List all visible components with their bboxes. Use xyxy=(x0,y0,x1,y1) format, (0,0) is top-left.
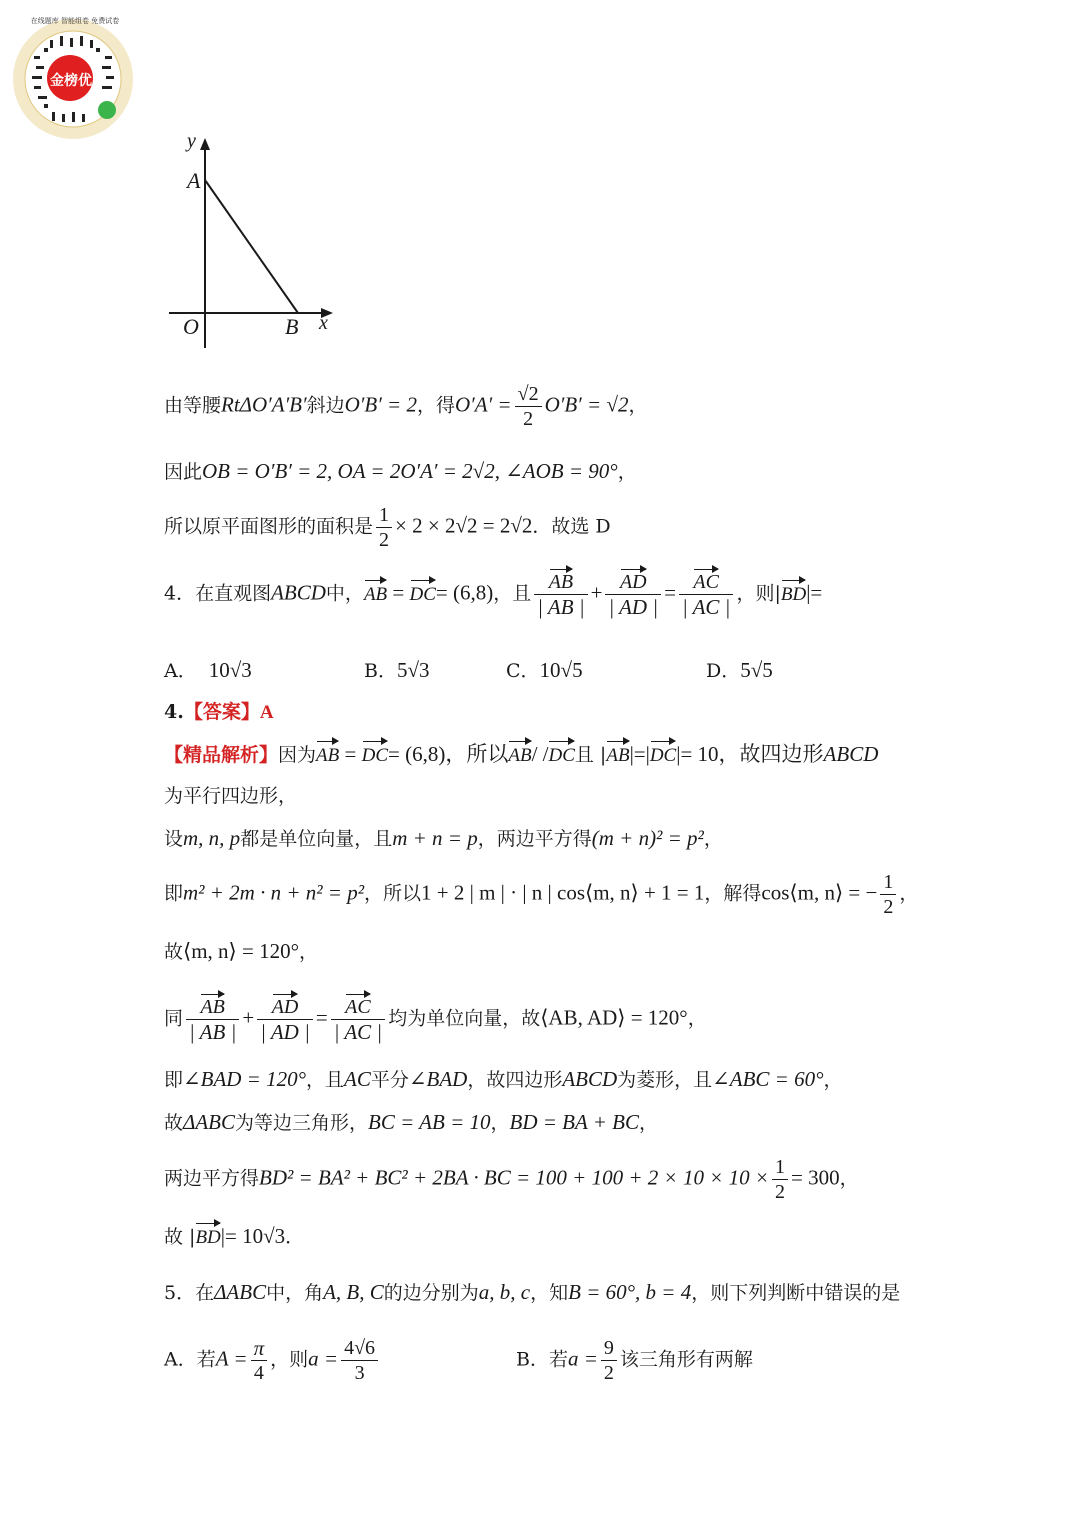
q5-option-b[interactable]: B．若a = $\frac{9}{2}$ 该三角形有两解 xyxy=(516,1337,753,1384)
origin-label: O xyxy=(183,314,199,339)
q4-option-b[interactable]: B．5√3 xyxy=(364,658,430,682)
solution3-line1: 由等腰RtΔO′A′B′斜边O′B′ = 2，得O′A′ = $\frac{√2}{2}$ O′B′ = √2， xyxy=(164,383,648,430)
solution3-line3: 所以原平面图形的面积是 $\frac{1}{2}$ × 2 × 2√2 = 2√2．故选 D xyxy=(164,504,611,551)
analysis4-line9: 两边平方得BD² = BA² + BC² + 2BA · BC = 100 + 100 + 2 × 10 × 10 × $\frac{1}{2}$ = 300， xyxy=(164,1156,859,1203)
segment-ab xyxy=(205,180,298,313)
question4-stem: 4．在直观图ABCD中，AB = DC= (6,8)，且 $\frac{AB}{| AB |}$ + $\frac{AD}{| AD |}$ = $\frac{AC}{| AC |}$ ，则|BD|= xyxy=(164,571,823,619)
analysis4-line4: 即m² + 2m · n + n² = p²，所以1 + 2 | m | · | n | cos⟨m, n⟩ + 1 = 1，解得cos⟨m, n⟩ = − $\frac{1}{2}$ ， xyxy=(164,871,919,918)
point-b-label: B xyxy=(285,314,299,339)
analysis4-line1: 【精品解析】因为AB = DC= (6,8)，所以AB/ /DC且 |AB|=|DC|= 10，故四边形ABCD xyxy=(164,740,878,770)
analysis4-line6: 同 $\frac{AB}{| AB |}$ + $\frac{AD}{| AD |}$ = $\frac{AC}{| AC |}$ 均为单位向量，故⟨AB, AD⟩ = 120°， xyxy=(164,996,707,1044)
analysis4-line3: 设m, n, p都是单位向量，且m + n = p，两边平方得(m + n)² = p²， xyxy=(164,826,723,850)
question5-stem: 5．在ΔABC中，角A, B, C的边分别为a, b, c，知B = 60°, b = 4，则下列判断中错误的是 xyxy=(164,1280,901,1304)
solution3-line2: 因此OB = O′B′ = 2, OA = 2O′A′ = 2√2, ∠AOB = 90°， xyxy=(164,459,637,483)
q4-option-a[interactable]: A． 10√3 xyxy=(164,658,252,682)
analysis4-line8: 故ΔABC为等边三角形，BC = AB = 10，BD = BA + BC， xyxy=(164,1110,658,1134)
logo-brand: 金榜优 xyxy=(50,73,92,89)
analysis4-line2: 为平行四边形， xyxy=(164,785,298,807)
point-a-label: A xyxy=(187,168,201,193)
logo-ring-text: 在线题库 智能组卷 免费试卷 xyxy=(30,17,120,25)
y-label: y xyxy=(187,130,196,152)
q4-option-d[interactable]: D．5√5 xyxy=(706,658,773,682)
x-label: x xyxy=(319,312,328,334)
q4-option-c[interactable]: C．10√5 xyxy=(506,658,583,682)
analysis4-line7: 即∠BAD = 120°，且AC平分∠BAD，故四边形ABCD为菱形，且∠ABC = 60°， xyxy=(164,1067,843,1091)
coordinate-figure xyxy=(165,130,345,354)
answer4: 4.【答案】A xyxy=(164,701,274,723)
analysis4-line10: 故 |BD|= 10√3． xyxy=(164,1222,304,1252)
logo xyxy=(10,16,136,142)
analysis4-line5: 故⟨m, n⟩ = 120°， xyxy=(164,939,318,963)
y-axis-arrow-icon xyxy=(200,138,210,150)
q5-option-a[interactable]: A．若A = $\frac{\pi}{4}$ ，则a = $\frac{4√6}{3}$ xyxy=(164,1336,381,1385)
